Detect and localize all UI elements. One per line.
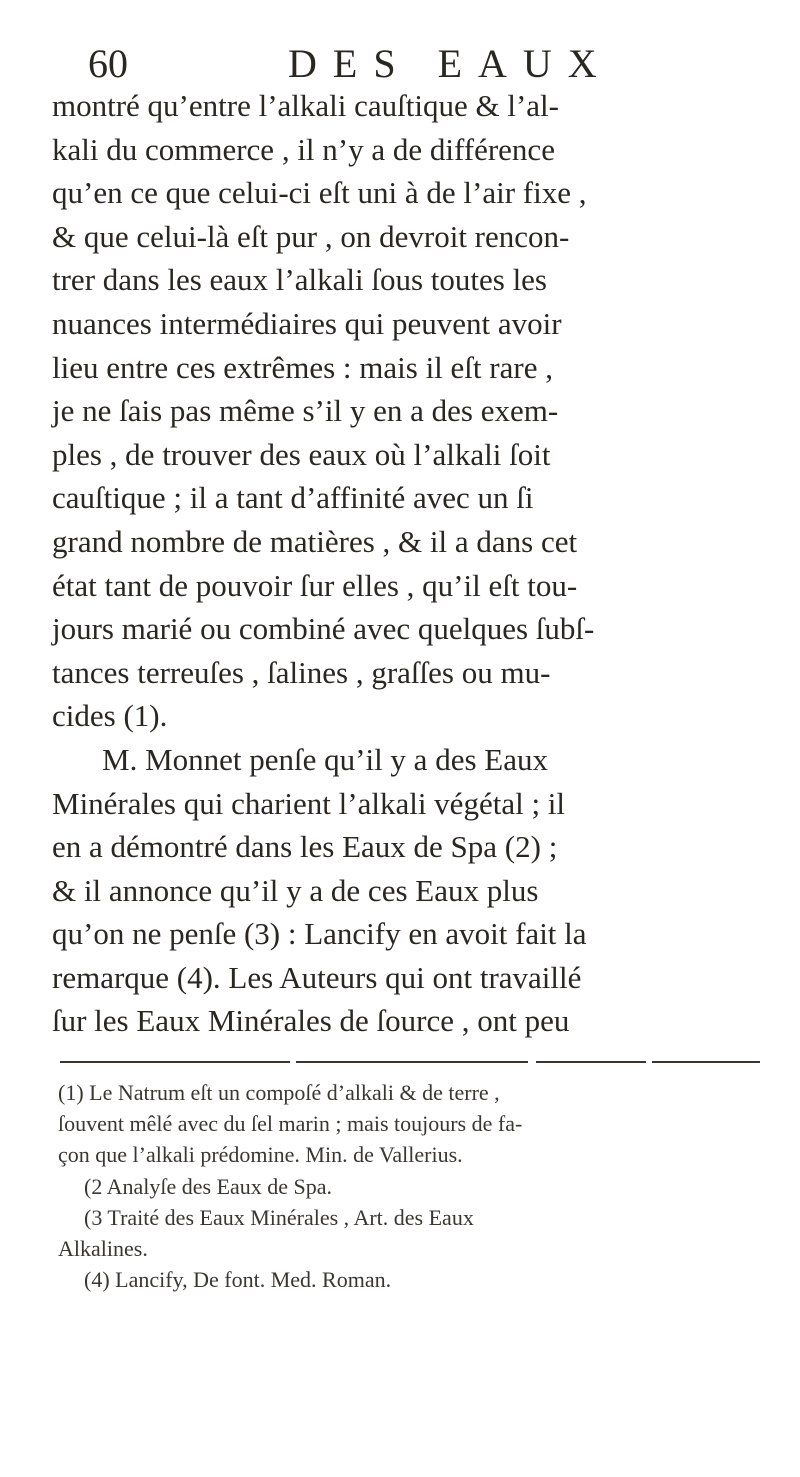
text-line: qu’en ce que celui-ci eſt uni à de l’air fixe , [52,175,587,211]
paragraph-start-line: M. Monnet penſe qu’il y a des Eaux [102,741,548,777]
text-line: tances terreuſes , ſalines , graſſes ou mu- [52,654,551,690]
footnote-line: çon que l’alkali prédomine. Min. de Vallerius. [58,1142,463,1168]
footnotes [58,1077,778,1295]
text-line: ſur les Eaux Minérales de ſource , ont peu [52,1003,570,1039]
footnote-line: (3 Traité des Eaux Minérales , Art. des Eaux [84,1204,474,1230]
text-line: kali du commerce , il n’y a de différence [52,131,555,167]
text-line: jours marié ou combiné avec quelques ſubſ- [52,611,595,647]
text-line: qu’on ne penſe (3) : Lancify en avoit fait la [52,916,587,952]
text-line: & il annonce qu’il y a de ces Eaux plus [52,872,539,908]
text-line: Minérales qui charient l’alkali végétal ; il [52,785,566,821]
text-line: cauſtique ; il a tant d’affinité avec un ſi [52,480,534,516]
footnote-line: (2 Analyſe des Eaux de Spa. [84,1173,333,1199]
page-number: 60 [88,41,128,86]
text-line: montré qu’entre l’alkali cauſtique & l’al- [52,88,559,123]
footnote-line: (4) Lancify, De font. Med. Roman. [84,1267,392,1293]
text-line: & que celui-là eſt pur , on devroit rencon- [52,218,570,254]
text-line: en a démontré dans les Eaux de Spa (2) ; [52,829,558,865]
text-line: lieu entre ces extrêmes : mais il eſt rare , [52,349,553,385]
main-text [52,84,772,1043]
footnote-line: Alkalines. [58,1235,148,1261]
footnote-separator [60,1060,760,1066]
running-head: DES EAUX [288,41,613,86]
footnote-line: (1) Le Natrum eſt un compoſé d’alkali & de terre , [58,1080,500,1105]
text-line: grand nombre de matières , & il a dans cet [52,523,578,559]
text-line: cides (1). [52,698,168,734]
page-header [88,40,748,88]
text-line: remarque (4). Les Auteurs qui ont travaillé [52,959,582,995]
separator-segment [536,1061,646,1063]
text-line: trer dans les eaux l’alkali ſous toutes les [52,262,548,298]
text-line: nuances intermédiaires qui peuvent avoir [52,305,562,341]
separator-segment [296,1061,528,1063]
text-line: ples , de trouver des eaux où l’alkali ſoit [52,436,551,472]
footnote-line: ſouvent mêlé avec du ſel marin ; mais toujours de fa- [58,1111,523,1137]
separator-segment [60,1061,290,1063]
text-line: je ne ſais pas même s’il y en a des exem- [52,393,559,429]
text-line: état tant de pouvoir ſur elles , qu’il eſt tou- [52,567,578,603]
separator-segment [652,1061,760,1063]
